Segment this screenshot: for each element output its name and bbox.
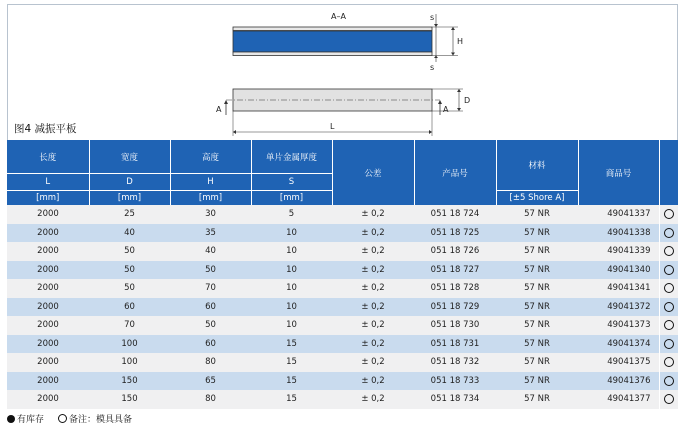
column-symbol: D — [89, 174, 170, 191]
column-header: 公差 — [332, 140, 414, 205]
table-cell: 15 — [251, 390, 332, 409]
table-row — [7, 224, 678, 243]
table-cell: 2000 — [7, 242, 89, 261]
availability-cell — [659, 279, 678, 298]
technical-drawing — [0, 0, 688, 140]
open-circle-icon — [664, 302, 674, 312]
column-unit: [mm] — [170, 191, 251, 206]
column-symbol: H — [170, 174, 251, 191]
table-row — [7, 261, 678, 280]
s-top-label: s — [430, 13, 435, 22]
legend-in-stock-label: 有库存 — [17, 415, 45, 425]
table-cell: ± 0,2 — [332, 298, 414, 317]
table-cell: 49041373 — [578, 316, 659, 335]
open-circle-icon — [664, 376, 674, 386]
table-cell: 25 — [89, 205, 170, 224]
d-label: D — [464, 96, 471, 105]
table-cell: 57 NR — [496, 390, 578, 409]
table-cell: 2000 — [7, 390, 89, 409]
table-cell: 2000 — [7, 224, 89, 243]
a-left-label: A — [216, 105, 222, 114]
table-cell: 80 — [170, 353, 251, 372]
table-cell: ± 0,2 — [332, 390, 414, 409]
table-cell: ± 0,2 — [332, 242, 414, 261]
table-cell: 100 — [89, 353, 170, 372]
column-header: 材料 — [496, 140, 578, 191]
table-cell: ± 0,2 — [332, 279, 414, 298]
bottom-metal-strip — [233, 52, 432, 56]
column-unit: [mm] — [251, 191, 332, 206]
table-cell: 57 NR — [496, 279, 578, 298]
legend-note-label: 备注：模具具备 — [69, 415, 133, 425]
table-cell: 49041340 — [578, 261, 659, 280]
table-cell: 051 18 724 — [414, 205, 496, 224]
table-cell: 150 — [89, 390, 170, 409]
column-header: 单片金属厚度 — [251, 140, 332, 174]
table-cell: 60 — [170, 298, 251, 317]
table-cell: 49041338 — [578, 224, 659, 243]
table-cell: 10 — [251, 224, 332, 243]
filled-dot-icon — [7, 415, 15, 423]
table-cell: 50 — [89, 279, 170, 298]
table-cell: 57 NR — [496, 205, 578, 224]
column-unit: [±5 Shore A] — [496, 191, 578, 206]
table-row — [7, 242, 678, 261]
top-metal-strip — [233, 27, 432, 31]
table-row — [7, 390, 678, 409]
table-row — [7, 353, 678, 372]
table-cell: 40 — [89, 224, 170, 243]
table-cell: 49041375 — [578, 353, 659, 372]
table-cell: 051 18 727 — [414, 261, 496, 280]
column-symbol: S — [251, 174, 332, 191]
table-cell: 57 NR — [496, 224, 578, 243]
table-cell: 70 — [170, 279, 251, 298]
open-circle-icon — [664, 209, 674, 219]
table-cell: 49041377 — [578, 390, 659, 409]
table-row — [7, 335, 678, 354]
figure-caption: 图4 减振平板 — [14, 123, 77, 135]
table-cell: 57 NR — [496, 353, 578, 372]
table-cell: 60 — [170, 335, 251, 354]
table-cell: ± 0,2 — [332, 335, 414, 354]
table-cell: ± 0,2 — [332, 372, 414, 391]
availability-cell — [659, 372, 678, 391]
column-header: 宽度 — [89, 140, 170, 174]
table-row — [7, 372, 678, 391]
table-cell: 50 — [170, 261, 251, 280]
legend — [7, 412, 146, 425]
table-cell: 051 18 729 — [414, 298, 496, 317]
open-circle-icon — [664, 320, 674, 330]
table-cell: 57 NR — [496, 261, 578, 280]
table-cell: 2000 — [7, 353, 89, 372]
table-cell: 2000 — [7, 372, 89, 391]
table-cell: 49041341 — [578, 279, 659, 298]
table-cell: 051 18 730 — [414, 316, 496, 335]
product-table — [7, 140, 678, 409]
table-cell: 2000 — [7, 279, 89, 298]
table-cell: 10 — [251, 316, 332, 335]
availability-header — [659, 140, 678, 205]
table-cell: 49041339 — [578, 242, 659, 261]
availability-cell — [659, 205, 678, 224]
availability-cell — [659, 261, 678, 280]
table-cell: 051 18 734 — [414, 390, 496, 409]
open-circle-icon — [664, 339, 674, 349]
table-cell: 10 — [251, 242, 332, 261]
table-row — [7, 205, 678, 224]
l-label: L — [330, 122, 335, 131]
column-unit: [mm] — [89, 191, 170, 206]
table-cell: 150 — [89, 372, 170, 391]
table-cell: 49041337 — [578, 205, 659, 224]
table-cell: 57 NR — [496, 335, 578, 354]
legend-in-stock — [7, 412, 44, 425]
table-cell: 051 18 731 — [414, 335, 496, 354]
rubber-core — [233, 31, 432, 52]
table-cell: 051 18 732 — [414, 353, 496, 372]
open-circle-icon — [58, 414, 67, 423]
table-cell: 50 — [89, 261, 170, 280]
arrow-icon — [434, 56, 438, 59]
table-cell: 50 — [170, 316, 251, 335]
table-cell: 57 NR — [496, 242, 578, 261]
a-right-label: A — [443, 105, 449, 114]
column-unit: [mm] — [7, 191, 89, 206]
table-cell: ± 0,2 — [332, 205, 414, 224]
open-circle-icon — [664, 394, 674, 404]
availability-cell — [659, 390, 678, 409]
table-cell: 40 — [170, 242, 251, 261]
availability-cell — [659, 224, 678, 243]
table-row — [7, 316, 678, 335]
table-cell: 2000 — [7, 205, 89, 224]
table-cell: 57 NR — [496, 316, 578, 335]
open-circle-icon — [664, 357, 674, 367]
table-cell: 49041374 — [578, 335, 659, 354]
table-cell: 5 — [251, 205, 332, 224]
column-header: 高度 — [170, 140, 251, 174]
table-cell: 30 — [170, 205, 251, 224]
open-circle-icon — [664, 265, 674, 275]
table-cell: ± 0,2 — [332, 353, 414, 372]
availability-cell — [659, 316, 678, 335]
h-label: H — [457, 37, 464, 46]
table-cell: 49041372 — [578, 298, 659, 317]
table-cell: 15 — [251, 335, 332, 354]
table-cell: 60 — [89, 298, 170, 317]
table-cell: 051 18 726 — [414, 242, 496, 261]
table-cell: 50 — [89, 242, 170, 261]
column-header: 商品号 — [578, 140, 659, 205]
table-cell: 15 — [251, 372, 332, 391]
table-cell: ± 0,2 — [332, 224, 414, 243]
table-cell: ± 0,2 — [332, 261, 414, 280]
table-row — [7, 279, 678, 298]
open-circle-icon — [664, 246, 674, 256]
column-symbol: L — [7, 174, 89, 191]
legend-note — [58, 412, 132, 425]
table-cell: 57 NR — [496, 298, 578, 317]
table-cell: 70 — [89, 316, 170, 335]
table-cell: ± 0,2 — [332, 316, 414, 335]
table-cell: 80 — [170, 390, 251, 409]
table-cell: 051 18 733 — [414, 372, 496, 391]
availability-cell — [659, 335, 678, 354]
column-header: 产品号 — [414, 140, 496, 205]
table-cell: 100 — [89, 335, 170, 354]
table-cell: 65 — [170, 372, 251, 391]
table-cell: 35 — [170, 224, 251, 243]
table-cell: 2000 — [7, 335, 89, 354]
section-label: A–A — [331, 12, 346, 21]
s-bottom-label: s — [430, 63, 435, 72]
open-circle-icon — [664, 283, 674, 293]
table-cell: 10 — [251, 298, 332, 317]
availability-cell — [659, 353, 678, 372]
column-header: 长度 — [7, 140, 89, 174]
table-cell: 2000 — [7, 316, 89, 335]
availability-cell — [659, 298, 678, 317]
table-cell: 10 — [251, 279, 332, 298]
table-cell: 2000 — [7, 298, 89, 317]
table-cell: 051 18 725 — [414, 224, 496, 243]
table-row — [7, 298, 678, 317]
table-cell: 10 — [251, 261, 332, 280]
availability-cell — [659, 242, 678, 261]
arrow-icon — [434, 24, 438, 27]
table-cell: 051 18 728 — [414, 279, 496, 298]
table-cell: 15 — [251, 353, 332, 372]
table-cell: 57 NR — [496, 372, 578, 391]
table-cell: 2000 — [7, 261, 89, 280]
table-cell: 49041376 — [578, 372, 659, 391]
open-circle-icon — [664, 228, 674, 238]
